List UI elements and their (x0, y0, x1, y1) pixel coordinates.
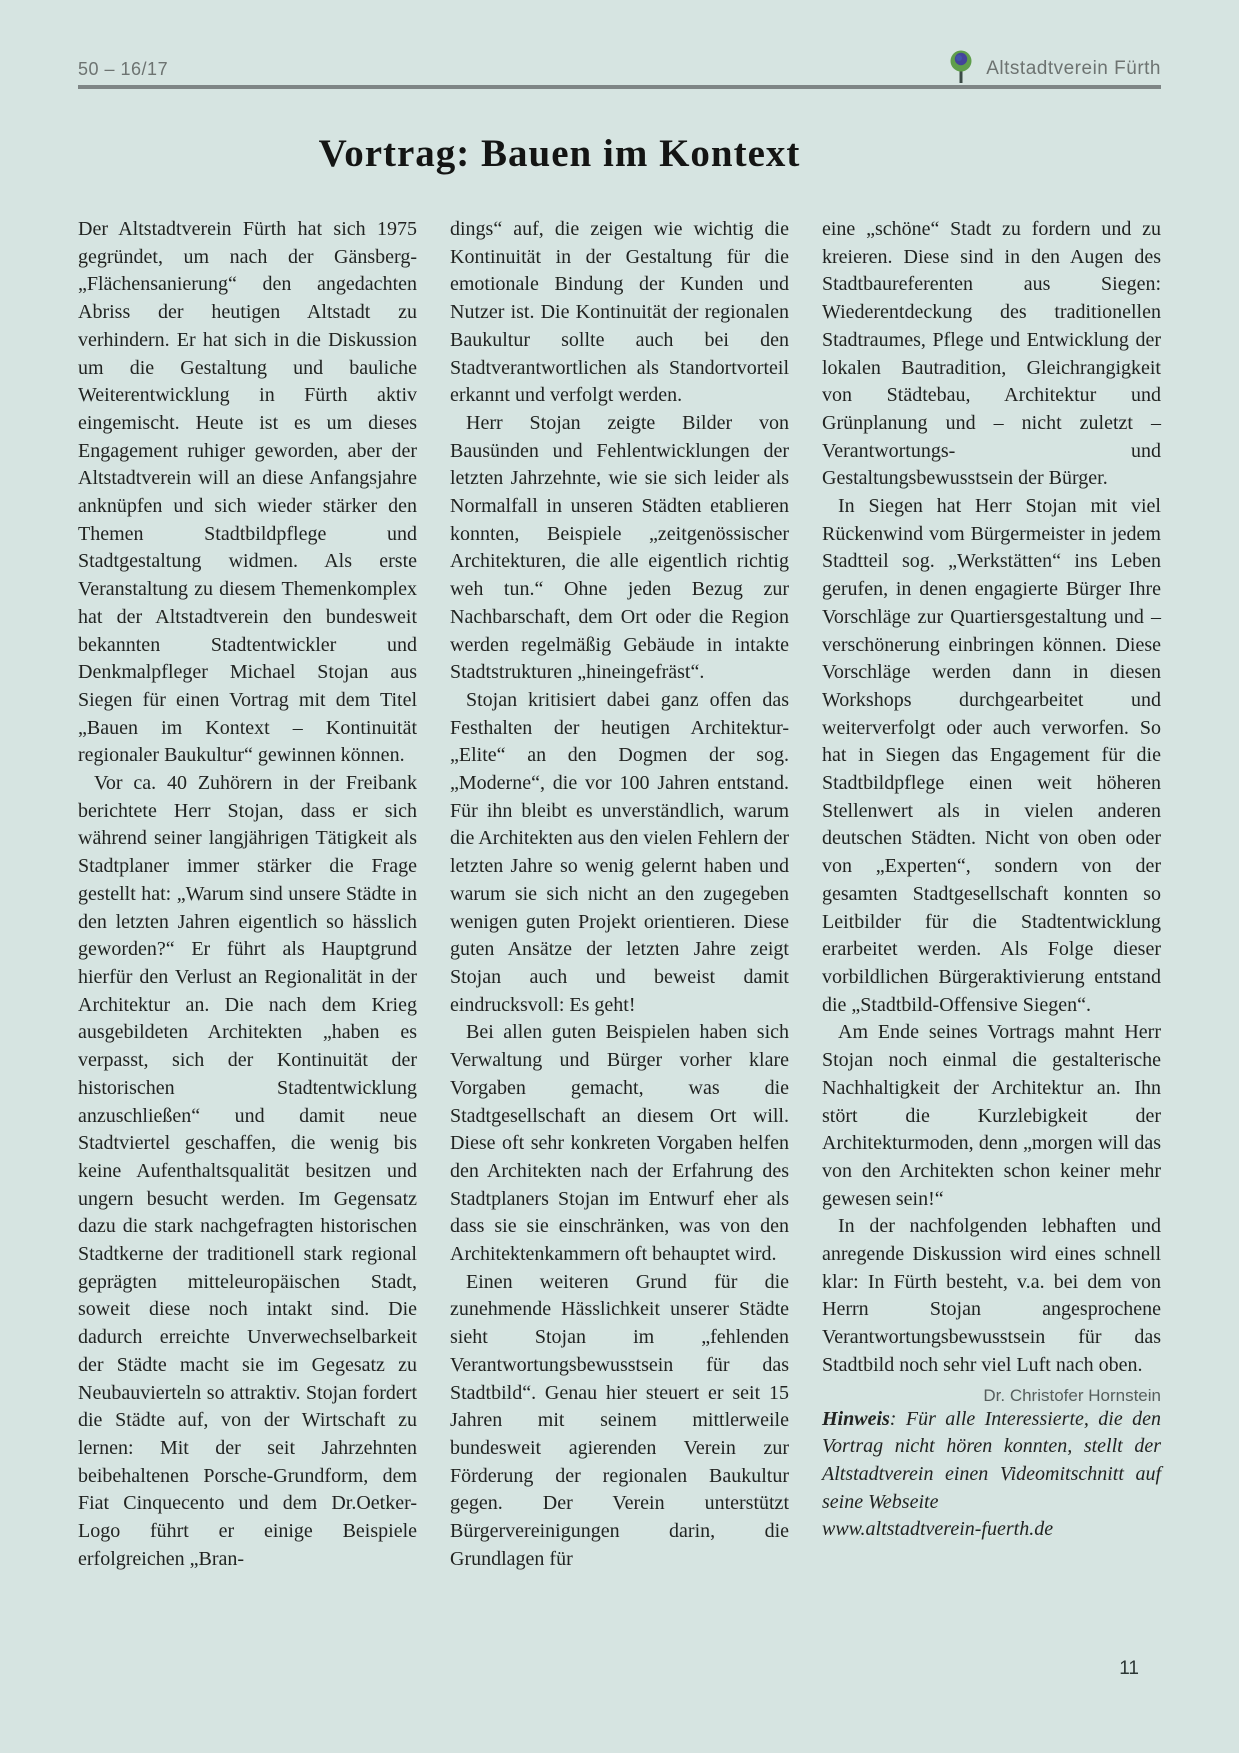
tree-logo-icon (948, 50, 974, 84)
paragraph: Bei allen guten Beispielen haben sich Verwaltung und Bürger vorher klare Vorgaben gemacht, was die Stadtgesellschaft an diesem Ort will. Diese oft sehr konkreten Vorgaben helfen den Architekten nach der Erfahrung des Stadtplaners Stojan im Entwurf eher als dass sie sie einschränken, was von den Architektenkammern oft behauptet wird. (450, 1021, 789, 1266)
text-column-3 (822, 216, 1161, 1573)
hinweis-label: Hinweis (822, 1407, 890, 1430)
paragraph: dings“ auf, die zeigen wie wichtig die Kontinuität in der Gestaltung für die emotionale Bindung der Kunden und Nutzer ist. Die Kontinuität der regionalen Baukultur sollte auch bei den Stadtverantwortlichen als Standortvorteil erkannt und verfolgt werden. (450, 218, 789, 407)
author-signature: Dr. Christofer Hornstein (983, 1385, 1161, 1405)
hinweis-note (822, 1406, 1161, 1544)
paragraph: Der Altstadtverein Fürth hat sich 1975 gegründet, um nach der Gänsberg-„Flächensanierung“ den angedachten Abriss der heutigen Altstadt zu verhindern. Er hat sich in die Diskussion um die Gestaltung und bauliche Weiterentwicklung in Fürth aktiv eingemischt. Heute ist es um dieses Engagement ruhiger geworden, aber der Altstadtverein will an diese Anfangsjahre anknüpfen und sich wieder stärker den Themen Stadtbildpflege und Stadtgestaltung widmen. Als erste Veranstaltung zu diesem Themenkomplex hat der Altstadtverein den bundesweit bekannten Stadtentwickler und Denkmalpfleger Michael Stojan aus Siegen für einen Vortrag mit dem Titel „Bauen im Kontext – Kontinuität regionaler Baukultur“ gewinnen können. (78, 218, 417, 767)
organization-name: Altstadtverein Fürth (986, 58, 1161, 79)
page-header (78, 0, 1161, 89)
website-url: www.altstadtverein-fuerth.de (822, 1518, 1054, 1541)
paragraph: Stojan kritisiert dabei ganz offen das Festhalten der heutigen Architektur-„Elite“ an den Dogmen der sog. „Moderne“, die vor 100 Jahren entstand. Für ihn bleibt es unverständlich, warum die Architekten aus den vielen Fehlern der letzten Jahre so wenig gelernt haben und warum sie sich nicht an den zugegeben wenigen guten Projekt orientieren. Diese guten Ansätze der letzten Jahre zeigt Stojan auch und beweist damit eindrucksvoll: Es geht! (450, 688, 789, 1016)
issue-number: 50 – 16/17 (78, 59, 169, 79)
paragraph: In Siegen hat Herr Stojan mit viel Rückenwind vom Bürgermeister in jedem Stadtteil sog. „Werkstätten“ ins Leben gerufen, in denen engagierte Bürger Ihre Vorschläge zur Quartiersgestaltung und – verschönerung einbringen können. Diese Vorschläge werden dann in diesen Workshops durchgearbeitet und weiterverfolgt oder auch verworfen. So hat in Siegen das Engagement für die Stadtbildpflege einen weit höheren Stellenwert als in vielen anderen deutschen Städten. Nicht von oben oder von „Experten“, sondern von der gesamten Stadtgesellschaft konnten so Leitbilder für die Stadtentwicklung erarbeitet werden. Als Folge dieser vorbildlichen Bürgeraktivierung entstand die „Stadtbild-Offensive Siegen“. (822, 495, 1161, 1016)
header-branding (948, 50, 1161, 80)
article-body (78, 216, 1161, 1573)
text-column-2 (450, 216, 789, 1573)
paragraph: Herr Stojan zeigte Bilder von Bausünden und Fehlentwicklungen der letzten Jahrzehnte, wie sie sich leider als Normalfall in unseren Städten etablieren konnten, Beispiele „zeitgenössischer Architekturen, die alle eigentlich richtig weh tun.“ Ohne jeden Bezug zur Nachbarschaft, dem Ort oder die Region werden regelmäßig Gebäude in intakte Stadtstrukturen „hineingefräst“. (450, 411, 789, 684)
page-number: 11 (1119, 1658, 1139, 1679)
paragraph: Am Ende seines Vortrags mahnt Herr Stojan noch einmal die gestalterische Nachhaltigkeit der Architektur an. Ihn stört die Kurzlebigkeit der Architekturmoden, denn „morgen will das von den Architekten schon keiner mehr gewesen sein!“ (822, 1021, 1161, 1210)
text-column-1 (78, 216, 417, 1573)
article-title: Vortrag: Bauen im Kontext (318, 132, 801, 175)
paragraph: Einen weiteren Grund für die zunehmende Hässlichkeit unserer Städte sieht Stojan im „fehlenden Verantwortungsbewusstsein für das Stadtbild“. Genau hier steuert er seit 15 Jahren mit seinem mittlerweile bundesweit agierenden Verein zur Förderung der regionalen Baukultur gegen. Der Verein unterstützt Bürgervereinigungen darin, die Grundlagen für (450, 1270, 789, 1570)
hinweis-text: : Für alle Interessierte, die den Vortrag nicht hören konnten, stellt der Altstadtverein einen Videomitschnitt auf seine Webseite (822, 1407, 1161, 1513)
paragraph: eine „schöne“ Stadt zu fordern und zu kreieren. Diese sind in den Augen des Stadtbaureferenten aus Siegen: Wiederentdeckung des traditionellen Stadtraumes, Pflege und Entwicklung der lokalen Bautradition, Gleichrangigkeit von Städtebau, Architektur und Grünplanung und – nicht zuletzt – Verantwortungs- und Gestaltungsbewusstsein der Bürger. (822, 218, 1161, 490)
paragraph: Vor ca. 40 Zuhörern in der Freibank berichtete Herr Stojan, dass er sich während seiner langjährigen Tätigkeit als Stadtplaner immer stärker die Frage gestellt hat: „Warum sind unsere Städte in den letzten Jahren eigentlich so hässlich geworden?“ Er führt als Hauptgrund hierfür den Verlust an Regionalität in der Architektur an. Die nach dem Krieg ausgebildeten Architekten „haben es verpasst, sich der Kontinuität der historischen Stadtentwicklung anzuschließen“ und damit neue Stadtviertel geschaffen, die wenig bis keine Aufenthaltsqualität besitzen und ungern besucht werden. Im Gegensatz dazu die stark nachgefragten historischen Stadtkerne der traditionell stark regional geprägten mitteleuropäischen Stadt, soweit diese noch intakt sind. Die dadurch erreichte Unverwechselbarkeit der Städte macht sie im Gegesatz zu Neubauvierteln so attraktiv. Stojan fordert die Städte auf, von der Wirtschaft zu lernen: Mit der seit Jahrzehnten beibehaltenen Porsche-Grundform, dem Fiat Cinquecento und dem Dr.Oetker-Logo führt er einige Beispiele erfolgreichen „Bran- (78, 772, 417, 1570)
paragraph: In der nachfolgenden lebhaften und anregende Diskussion wird eines schnell klar: In Fürth besteht, v.a. bei dem von Herrn Stojan angesprochene Verantwortungsbewusstsein für das Stadtbild noch sehr viel Luft nach oben. (822, 1215, 1161, 1376)
